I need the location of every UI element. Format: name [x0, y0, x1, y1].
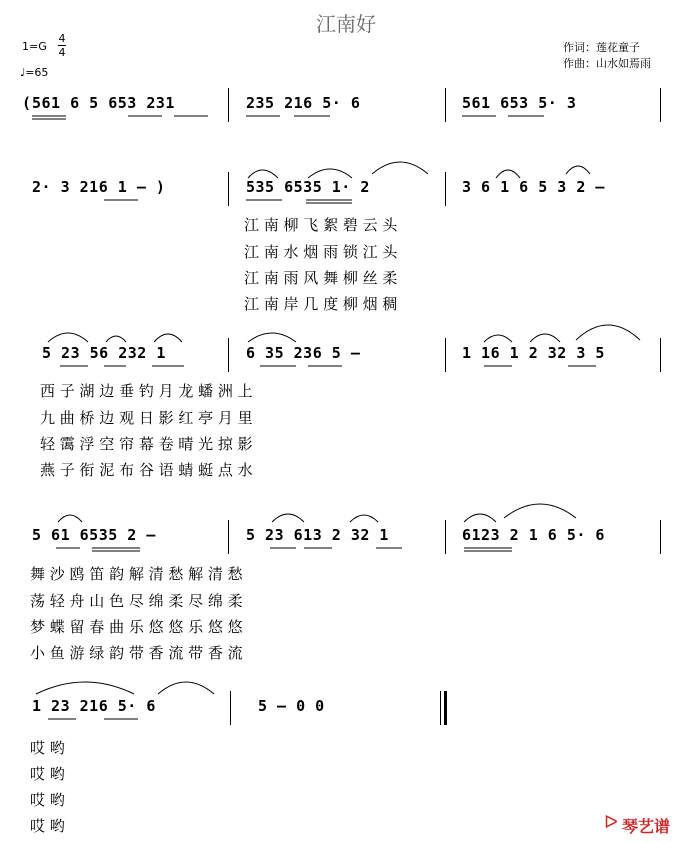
slur [154, 334, 182, 342]
line4-measure-2: 5 23 613 2 32 1 [246, 526, 389, 544]
line4-measure-3: 6123 2 1 6 5· 6 [462, 526, 605, 544]
line3-measure-2: 6 35 236 5 – [246, 344, 361, 362]
score-title: 江南好 [316, 12, 376, 36]
line3-verse-4: 燕 子 衔 泥 布 谷 语 蜻 蜓 点 水 [40, 461, 253, 479]
line5-measure-2: 5 – 0 0 [258, 697, 325, 715]
line4-measure-1: 5 61 6535 2 – [32, 526, 156, 544]
line4-verse-4: 小 鱼 游 绿 韵 带 香 流 带 香 流 [30, 644, 243, 662]
line4-verse-3: 梦 蝶 留 春 曲 乐 悠 悠 乐 悠 悠 [30, 618, 243, 636]
lyricist-credit: 作词：莲花童子 [563, 41, 640, 54]
slur [272, 514, 304, 522]
line4-verse-1: 舞 沙 鸥 笛 韵 解 清 愁 解 清 愁 [30, 565, 243, 583]
slur [464, 514, 496, 522]
line4-verse-2: 荡 轻 舟 山 色 尽 绵 柔 尽 绵 柔 [30, 592, 243, 610]
slur [484, 335, 512, 342]
line3-verse-1: 西 子 湖 边 垂 钓 月 龙 蟠 洲 上 [40, 382, 253, 400]
line5-measure-1: 1 23 216 5· 6 [32, 697, 156, 715]
slur [372, 162, 428, 174]
tempo-marking: ♩=65 [20, 66, 49, 79]
line5-verse-1: 哎 哟 [30, 739, 65, 757]
slur [566, 166, 590, 174]
brand-logo-icon: ᐅ [604, 812, 618, 833]
line3-measure-3: 1 16 1 2 32 3 5 [462, 344, 605, 362]
slur [58, 515, 82, 522]
slur [248, 170, 278, 178]
slur [158, 682, 214, 694]
line1-measure-3: 561 653 5· 3 [462, 94, 577, 112]
line5-verse-4: 哎 哟 [30, 817, 65, 835]
slur [350, 515, 378, 522]
slur [308, 169, 352, 178]
slur [530, 334, 560, 342]
slur [504, 504, 576, 518]
key-signature: 1=G [22, 40, 47, 53]
line3-verse-3: 轻 霭 浮 空 帘 幕 卷 晴 光 掠 影 [40, 435, 253, 453]
time-sig-top: 4 [58, 32, 66, 45]
line3-verse-2: 九 曲 桥 边 观 日 影 红 亭 月 里 [40, 409, 253, 427]
slur [48, 333, 88, 342]
line2-measure-3: 3 6 1 6 5 3 2 – [462, 178, 605, 196]
slur [106, 336, 126, 342]
slur [496, 170, 520, 178]
line2-verse-4: 江 南 岸 几 度 柳 烟 稠 [244, 295, 398, 313]
line2-measure-2: 535 6535 1· 2 [246, 178, 370, 196]
line2-verse-3: 江 南 雨 风 舞 柳 丝 柔 [244, 269, 398, 287]
line1-measure-1: 561 6 5 653 231 [32, 94, 175, 112]
line5-verse-3: 哎 哟 [30, 791, 65, 809]
slur [576, 325, 640, 340]
line3-measure-1: 5 23 56 232 1 [42, 344, 166, 362]
line1-open-paren: ( [22, 94, 32, 112]
composer-credit: 作曲：山水如焉雨 [563, 57, 651, 70]
time-sig-bottom: 4 [58, 46, 66, 59]
watermark-text: 琴艺谱 [622, 817, 671, 836]
line1-measure-2: 235 216 5· 6 [246, 94, 361, 112]
slur [248, 333, 296, 342]
line2-verse-2: 江 南 水 烟 雨 锁 江 头 [244, 243, 398, 261]
slur [36, 682, 134, 694]
line2-verse-1: 江 南 柳 飞 絮 碧 云 头 [244, 216, 398, 234]
line5-verse-2: 哎 哟 [30, 765, 65, 783]
line2-measure-1: 2· 3 216 1 – ) [32, 178, 166, 196]
